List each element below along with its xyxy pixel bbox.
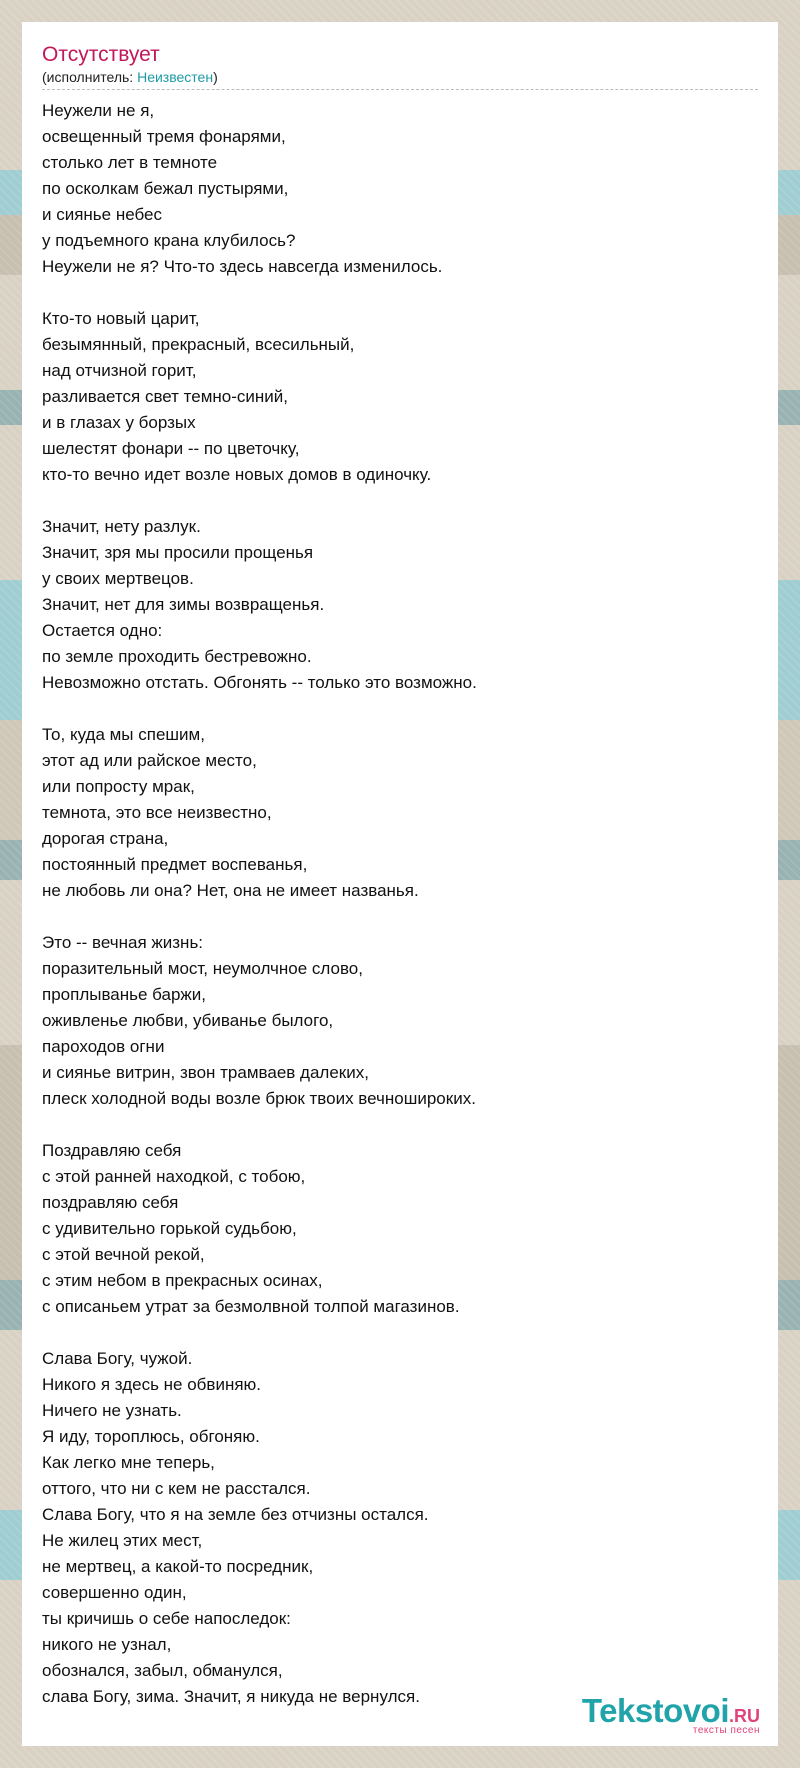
lyric-line: с удивительно горькой судьбою, [42, 1219, 297, 1238]
lyric-line: у своих мертвецов. [42, 569, 194, 588]
lyric-line: безымянный, прекрасный, всесильный, [42, 335, 355, 354]
lyric-line: постоянный предмет воспеванья, [42, 855, 308, 874]
stanza-break [42, 488, 758, 514]
lyric-line: не мертвец, а какой-то посредник, [42, 1557, 314, 1576]
lyric-line: у подъемного крана клубилось? [42, 231, 296, 250]
logo-tagline: тексты песен [692, 1725, 760, 1736]
lyric-line: Слава Богу, чужой. [42, 1349, 193, 1368]
lyric-line: Кто-то новый царит, [42, 309, 200, 328]
lyric-line: освещенный тремя фонарями, [42, 127, 286, 146]
lyric-line: по земле проходить бестревожно. [42, 647, 312, 666]
lyrics-body [42, 98, 758, 1710]
lyric-line: Я иду, тороплюсь, обгоняю. [42, 1427, 260, 1446]
lyrics-card [22, 22, 778, 1746]
lyric-line: разливается свет темно-синий, [42, 387, 289, 406]
lyric-line: Ничего не узнать. [42, 1401, 182, 1420]
stanza-break [42, 280, 758, 306]
lyric-line: плеск холодной воды возле брюк твоих вечношироких. [42, 1089, 476, 1108]
lyric-line: слава Богу, зима. Значит, я никуда не вернулся. [42, 1687, 420, 1706]
lyric-line: никого не узнал, [42, 1635, 172, 1654]
lyric-line: с этой вечной рекой, [42, 1245, 205, 1264]
lyric-line: Никого я здесь не обвиняю. [42, 1375, 262, 1394]
lyric-line: Не жилец этих мест, [42, 1531, 203, 1550]
lyric-line: Слава Богу, что я на земле без отчизны остался. [42, 1505, 429, 1524]
lyric-line: дорогая страна, [42, 829, 169, 848]
lyric-line: Значит, зря мы просили прощенья [42, 543, 314, 562]
lyric-line: с этим небом в прекрасных осинах, [42, 1271, 323, 1290]
artist-suffix: ) [213, 69, 218, 85]
lyric-line: и сиянье небес [42, 205, 162, 224]
lyric-line: Остается одно: [42, 621, 163, 640]
lyric-line: по осколкам бежал пустырями, [42, 179, 289, 198]
lyric-line: оживленье любви, убиванье былого, [42, 1011, 334, 1030]
stanza-break [42, 696, 758, 722]
lyric-line: шелестят фонари -- по цветочку, [42, 439, 300, 458]
lyric-line: обознался, забыл, обманулся, [42, 1661, 283, 1680]
lyric-line: Невозможно отстать. Обгонять -- только это возможно. [42, 673, 477, 692]
lyric-line: Неужели не я, [42, 101, 155, 120]
lyric-line: и сиянье витрин, звон трамваев далеких, [42, 1063, 369, 1082]
song-title: Отсутствует [42, 43, 160, 66]
lyric-line: с описаньем утрат за безмолвной толпой магазинов. [42, 1297, 460, 1316]
lyric-line: над отчизной горит, [42, 361, 197, 380]
lyric-line: не любовь ли она? Нет, она не имеет названья. [42, 881, 419, 900]
lyric-line: с этой ранней находкой, с тобою, [42, 1167, 306, 1186]
title-divider [42, 89, 758, 90]
artist-prefix: (исполнитель: [42, 69, 138, 85]
stanza-break [42, 1320, 758, 1346]
lyric-line: Неужели не я? Что-то здесь навсегда изменилось. [42, 257, 443, 276]
lyric-line: То, куда мы спешим, [42, 725, 205, 744]
lyric-line: Поздравляю себя [42, 1141, 182, 1160]
lyric-line: поразительный мост, неумолчное слово, [42, 959, 363, 978]
lyric-line: столько лет в темноте [42, 153, 218, 172]
lyric-line: Как легко мне теперь, [42, 1453, 215, 1472]
stanza-break [42, 1112, 758, 1138]
site-logo[interactable] [582, 1694, 760, 1736]
lyric-line: пароходов огни [42, 1037, 165, 1056]
lyric-line: темнота, это все неизвестно, [42, 803, 272, 822]
lyric-line: этот ад или райское место, [42, 751, 257, 770]
lyric-line: Это -- вечная жизнь: [42, 933, 204, 952]
lyric-line: Значит, нету разлук. [42, 517, 201, 536]
lyric-line: проплыванье баржи, [42, 985, 207, 1004]
lyric-line: оттого, что ни с кем не расстался. [42, 1479, 311, 1498]
artist-link[interactable]: Неизвестен [137, 69, 214, 85]
lyric-line: Значит, нет для зимы возвращенья. [42, 595, 325, 614]
logo-domain: .RU [729, 1706, 760, 1726]
lyric-line: совершенно один, [42, 1583, 187, 1602]
lyric-line: или попросту мрак, [42, 777, 195, 796]
lyric-line: и в глазах у борзых [42, 413, 196, 432]
logo-name: Tekstovoi [581, 1692, 729, 1729]
lyric-line: ты кричишь о себе напоследок: [42, 1609, 291, 1628]
artist-line [42, 68, 758, 86]
lyric-line: кто-то вечно идет возле новых домов в одиночку. [42, 465, 432, 484]
stanza-break [42, 904, 758, 930]
lyric-line: поздравляю себя [42, 1193, 179, 1212]
